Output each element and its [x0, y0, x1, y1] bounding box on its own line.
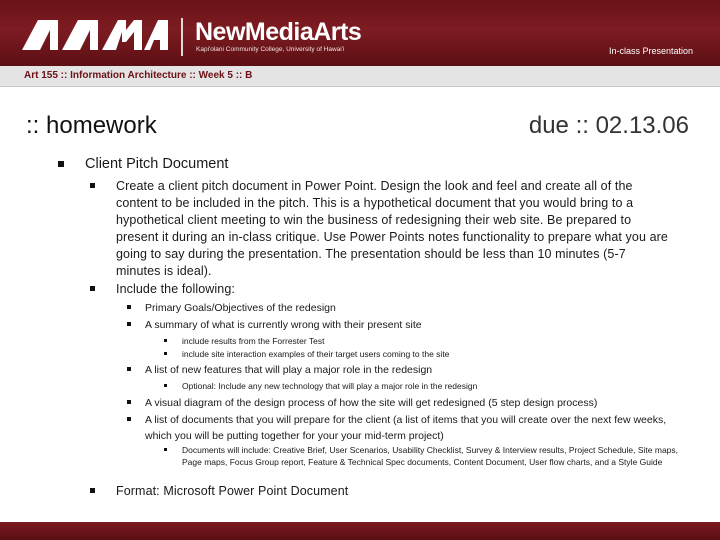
bullet-icon [164, 448, 167, 451]
bullet-icon [164, 352, 167, 355]
list-item [127, 300, 687, 316]
list-item-text: Client Pitch Document [85, 156, 229, 172]
brand-name: NewMediaArts [195, 18, 362, 46]
bullet-icon [90, 183, 95, 188]
nma-logo-icon [22, 18, 170, 52]
due-date: due :: 02.13.06 [528, 112, 689, 139]
bullet-icon [127, 417, 131, 421]
list-item [90, 483, 668, 500]
list-item-text: Optional: Include any new technology that will play a major role in the redesign [182, 381, 478, 391]
list-item-text: Format: Microsoft Power Point Document [116, 484, 349, 498]
list-item-text: A list of new features that will play a major role in the redesign [145, 364, 433, 376]
list-item [58, 155, 658, 173]
list-item-text: Primary Goals/Objectives of the redesign [145, 302, 336, 314]
bullet-icon [127, 305, 131, 309]
footer-bar [0, 522, 720, 540]
course-bar [0, 66, 720, 87]
list-item [164, 380, 684, 392]
course-line: Art 155 :: Information Architecture :: Week 5 :: B [24, 70, 253, 81]
logo-divider [181, 18, 183, 56]
bullet-icon [90, 286, 95, 291]
slide-title: :: homework [26, 112, 157, 139]
list-item-text: include site interaction examples of their target users coming to the site [182, 349, 450, 359]
list-item-text: include results from the Forrester Test [182, 336, 325, 346]
list-item [90, 281, 668, 298]
list-item-text: A summary of what is currently wrong with their present site [145, 319, 422, 331]
list-item [164, 335, 684, 347]
list-item [90, 178, 668, 280]
bullet-icon [127, 400, 131, 404]
list-item-text: Create a client pitch document in Power Point. Design the look and feel and create all of the content to be included in the pitch. This is a hypothetical document that you would bring to a hypothetical client meeting to win the business of redesigning their web site. Be prepared to present it during an in-class critique. Use Power Points notes functionality to prepare what you are going to say during the presentation. The presentation should be less than 10 minutes (5-7 minutes is ideal). [116, 179, 668, 278]
header-banner [0, 0, 720, 66]
list-item [127, 412, 687, 444]
bullet-icon [90, 488, 95, 493]
bullet-icon [164, 339, 167, 342]
list-item-text: Include the following: [116, 282, 235, 296]
list-item [127, 317, 687, 333]
list-item-text: A visual diagram of the design process of how the site will get redesigned (5 step design process) [145, 397, 598, 409]
list-item-text: A list of documents that you will prepare for the client (a list of items that you will create over the next few weeks, which you will be putting together for your your mid-term project) [145, 414, 667, 442]
list-item [127, 395, 687, 411]
list-item [127, 362, 687, 378]
list-item [164, 444, 684, 468]
presentation-tag: In-class Presentation [608, 46, 693, 56]
bullet-icon [164, 384, 167, 387]
bullet-icon [127, 367, 131, 371]
bullet-icon [127, 322, 131, 326]
list-item [164, 348, 684, 360]
list-item-text: Documents will include: Creative Brief, User Scenarios, Usability Checklist, Survey & Interview results, Project Schedule, Site maps, Page maps, Focus Group report, Feature & Technical Spec documents, Content Document, User flow charts, and a Style Guide [182, 445, 679, 467]
bullet-icon [58, 161, 64, 167]
brand-subtitle: Kapi'olani Community College, University of Hawai'i [196, 46, 345, 53]
